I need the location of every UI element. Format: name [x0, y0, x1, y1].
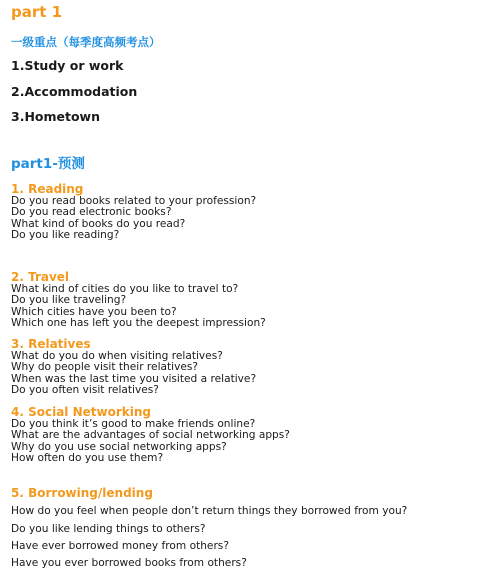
- question: When was the last time you visited a relative?: [11, 372, 257, 385]
- question: Do you like reading?: [11, 229, 120, 242]
- question: What kind of cities do you like to travel to?: [11, 283, 239, 295]
- question: Why do people visit their relatives?: [11, 361, 199, 374]
- question: Do you like lending things to others?: [11, 523, 206, 535]
- core-topic-accommodation: 2.Accommodation: [11, 84, 138, 99]
- part1-heading: part 1: [11, 3, 63, 21]
- section-title: 2. Travel: [11, 270, 70, 284]
- section-reading: [11, 182, 256, 242]
- question: Do you read books related to your profession?: [11, 195, 257, 207]
- question: What do you do when visiting relatives?: [11, 350, 223, 362]
- question: Do you read electronic books?: [11, 206, 172, 219]
- question: How often do you use them?: [11, 452, 164, 465]
- level1-heading: 一级重点（每季度高频考点）: [11, 35, 161, 49]
- question: Do you like traveling?: [11, 294, 127, 307]
- section-title: 1. Reading: [11, 182, 84, 196]
- question: Do you often visit relatives?: [11, 384, 159, 397]
- question: Have you ever borrowed books from others?: [11, 557, 247, 569]
- core-topic-hometown: 3.Hometown: [11, 109, 101, 124]
- section-social-networking: [11, 405, 290, 465]
- section-title-borrowing-lending: 5. Borrowing/lending: [11, 486, 153, 500]
- core-topic-study-work: 1.Study or work: [11, 58, 124, 73]
- question: What kind of books do you read?: [11, 217, 186, 230]
- question: What are the advantages of social networking apps?: [11, 429, 290, 442]
- question: Have ever borrowed money from others?: [11, 540, 229, 552]
- section-relatives: [11, 337, 256, 397]
- question: How do you feel when people don’t return things they borrowed from you?: [11, 505, 408, 517]
- section-title: 3. Relatives: [11, 337, 91, 351]
- section-travel: [11, 270, 266, 330]
- question: Do you think it’s good to make friends online?: [11, 418, 256, 430]
- question: Why do you use social networking apps?: [11, 440, 227, 453]
- forecast-heading: part1-预测: [11, 156, 85, 172]
- section-title: 4. Social Networking: [11, 405, 151, 419]
- question: Which one has left you the deepest impression?: [11, 317, 266, 330]
- question: Which cities have you been to?: [11, 305, 177, 318]
